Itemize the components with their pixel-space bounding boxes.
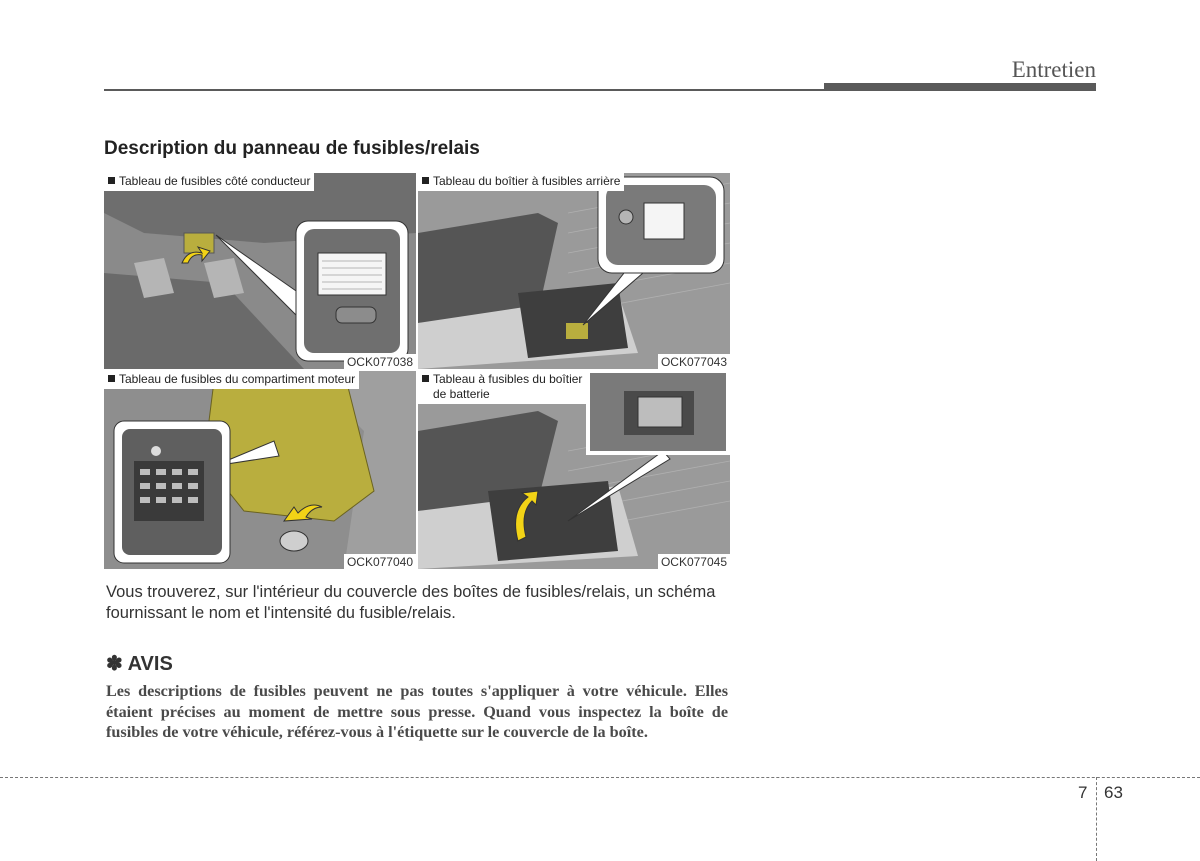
figure-code: OCK077043: [658, 354, 730, 369]
header-rule: [104, 89, 824, 91]
figure-caption: Tableau de fusibles côté conducteur: [104, 173, 314, 191]
page-chapter: 7: [1078, 783, 1088, 802]
header-rule-accent: [824, 83, 1096, 91]
figure-caption: Tableau à fusibles du boîtier de batterie: [418, 371, 586, 404]
section-title: Description du panneau de fusibles/relais: [104, 138, 480, 159]
page-number: 63: [1104, 783, 1123, 802]
header-section-title: Entretien: [1011, 57, 1096, 82]
figure-code: OCK077040: [344, 554, 416, 569]
figure-rear-box: [418, 173, 730, 369]
engine-bay-illustration: [104, 371, 416, 569]
notice-symbol: ✽: [106, 653, 123, 675]
footer-dashed-rule: [0, 777, 1200, 778]
figure-battery-box: [418, 371, 730, 569]
figure-engine-compartment: [104, 371, 416, 569]
figure-code: OCK077045: [658, 554, 730, 569]
footer-dashed-divider: [1096, 777, 1097, 861]
figure-grid: [104, 173, 730, 569]
body-paragraph: Vous trouverez, sur l'intérieur du couvercle des boîtes de fusibles/relais, un schéma fournissant le nom et l'intensité du fusible/relais.: [106, 583, 716, 622]
notice-heading: [106, 651, 173, 676]
notice-title: AVIS: [127, 653, 173, 675]
trunk-rear-illustration: [418, 173, 730, 369]
figure-code: OCK077038: [344, 354, 416, 369]
notice-text: Les descriptions de fusibles peuvent ne pas toutes s'appliquer à votre véhicule. Elles étaient précises au moment de mettre sous presse. Quand vous inspectez la boîte de fusibles de votre véhicule, référez-vous à l'étiquette sur le couvercle de la boîte.: [106, 682, 728, 741]
figure-caption: Tableau du boîtier à fusibles arrière: [418, 173, 624, 191]
driver-footwell-illustration: [104, 173, 416, 369]
figure-driver-side: [104, 173, 416, 369]
figure-caption: Tableau de fusibles du compartiment moteur: [104, 371, 359, 389]
